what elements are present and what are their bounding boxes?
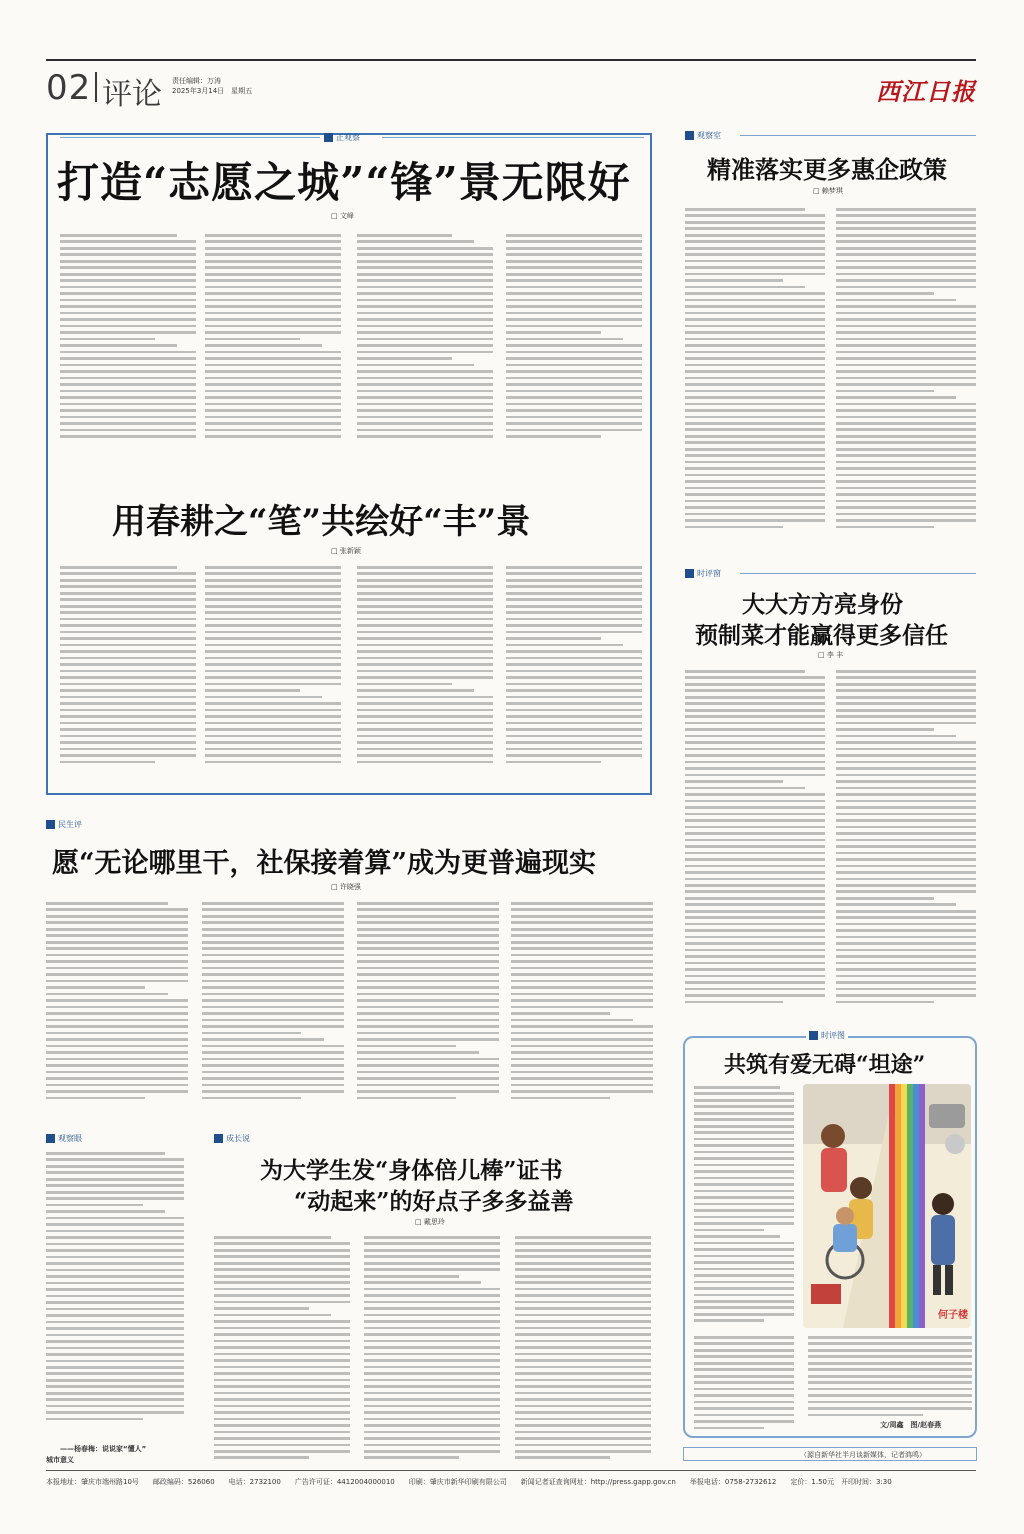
byline: □ 许晓强	[331, 883, 361, 891]
footer-complaint: 举报电话：0758-2732612	[689, 1478, 777, 1486]
headline: 预制菜才能赢得更多信任	[695, 622, 948, 649]
article-body-column	[357, 902, 499, 1103]
footer-address: 本报地址：肇庆市端州路10号	[46, 1478, 139, 1486]
date-line: 2025年3月14日 星期五	[172, 87, 253, 95]
cartoon-caption: （源自新华社半月谈新媒体，记者鸿鸣）	[800, 1451, 926, 1459]
byline: □ 赖梦琪	[813, 187, 843, 195]
article-body-column	[46, 1152, 184, 1424]
article-body-column	[364, 1236, 500, 1463]
article-body-column	[46, 902, 188, 1103]
footer-license: 广告许可证：4412004000010	[294, 1478, 395, 1486]
issue-meta	[172, 76, 252, 96]
article-body-column	[808, 1336, 972, 1420]
tag-square-icon	[685, 131, 694, 140]
article-body-column	[836, 208, 976, 532]
article-body-column	[506, 566, 642, 767]
footer-info	[46, 1477, 892, 1487]
editor-line: 责任编辑：万涛	[172, 77, 221, 85]
tag-square-icon	[46, 1134, 55, 1143]
tag-square-icon	[685, 569, 694, 578]
masthead-rule	[46, 59, 976, 61]
byline: □ 戴思玲	[415, 1218, 445, 1226]
footer-printer: 印刷：肇庆市新华印刷有限公司	[408, 1478, 507, 1486]
article-body-column	[60, 234, 196, 442]
signoff-line2: 城市意义	[46, 1456, 74, 1464]
headline: 打造“志愿之城”“锋”景无限好	[57, 158, 631, 207]
article-body-column	[506, 234, 642, 442]
tag-square-icon	[324, 133, 333, 142]
signoff: ——杨春梅：说说家“懂人”	[60, 1445, 147, 1453]
tag-rule	[60, 137, 320, 138]
section-title: 评论	[102, 77, 162, 112]
footer-price: 定价：1.50元 开印时间：3:30	[790, 1478, 892, 1486]
byline: □ 文峰	[331, 212, 354, 220]
page-number: 02	[46, 68, 92, 108]
footer-postcode: 邮政编码：526060	[152, 1478, 215, 1486]
column-tag: 时评窗	[685, 568, 721, 579]
headline: 为大学生发“身体倍儿棒”证书	[260, 1157, 563, 1184]
byline: □ 张新颖	[331, 547, 361, 555]
headline: 用春耕之“笔”共绘好“丰”景	[112, 502, 531, 542]
byline: □ 李 丰	[818, 651, 844, 659]
article-body-column	[357, 234, 493, 442]
tag-rule	[382, 137, 644, 138]
article-body-column	[694, 1336, 794, 1433]
column-tag: 民生评	[46, 819, 82, 830]
article-body-column	[205, 566, 341, 767]
column-tag: 正观察	[324, 132, 360, 143]
newspaper-logo: 西江日报	[876, 77, 976, 106]
headline: 愿“无论哪里干，社保接着算”成为更普遍现实	[52, 848, 597, 879]
column-tag: 成长说	[214, 1133, 250, 1144]
headline: 精准落实更多惠企政策	[707, 155, 947, 184]
cartoon-illustration	[803, 1084, 971, 1328]
footer-website: 新闻记者证查询网址：http://press.gapp.gov.cn	[520, 1478, 676, 1486]
article-body-column	[511, 902, 653, 1103]
footer-rule	[46, 1470, 976, 1471]
article-body-column	[685, 208, 825, 532]
headline: “动起来”的好点子多多益善	[294, 1188, 574, 1215]
footer-phone: 电话：2732100	[228, 1478, 281, 1486]
article-body-column	[214, 1236, 350, 1463]
column-tag: 观察眼	[46, 1133, 82, 1144]
tag-square-icon	[214, 1134, 223, 1143]
headline: 大大方方亮身份	[742, 591, 903, 618]
header-separator	[95, 72, 97, 102]
cartoon-signature: 何子楼	[938, 1310, 968, 1321]
article-body-column	[202, 902, 344, 1103]
article-body-column	[685, 670, 825, 1007]
article-body-column	[205, 234, 341, 442]
column-tag: 观察室	[685, 130, 721, 141]
cartoon-credit: 文/周鑫 图/赵春燕	[880, 1421, 942, 1429]
headline: 共筑有爱无碍“坦途”	[724, 1052, 926, 1078]
article-body-column	[357, 566, 493, 767]
tag-rule	[740, 135, 976, 136]
article-body-column	[60, 566, 196, 767]
article-body-column	[836, 670, 976, 1007]
article-body-column	[515, 1236, 651, 1463]
tag-square-icon	[46, 820, 55, 829]
article-body-column	[694, 1086, 794, 1326]
column-tag: 时评图	[806, 1030, 848, 1041]
accessible-path-cartoon	[803, 1084, 971, 1328]
tag-rule	[740, 573, 976, 574]
tag-square-icon	[809, 1031, 818, 1040]
